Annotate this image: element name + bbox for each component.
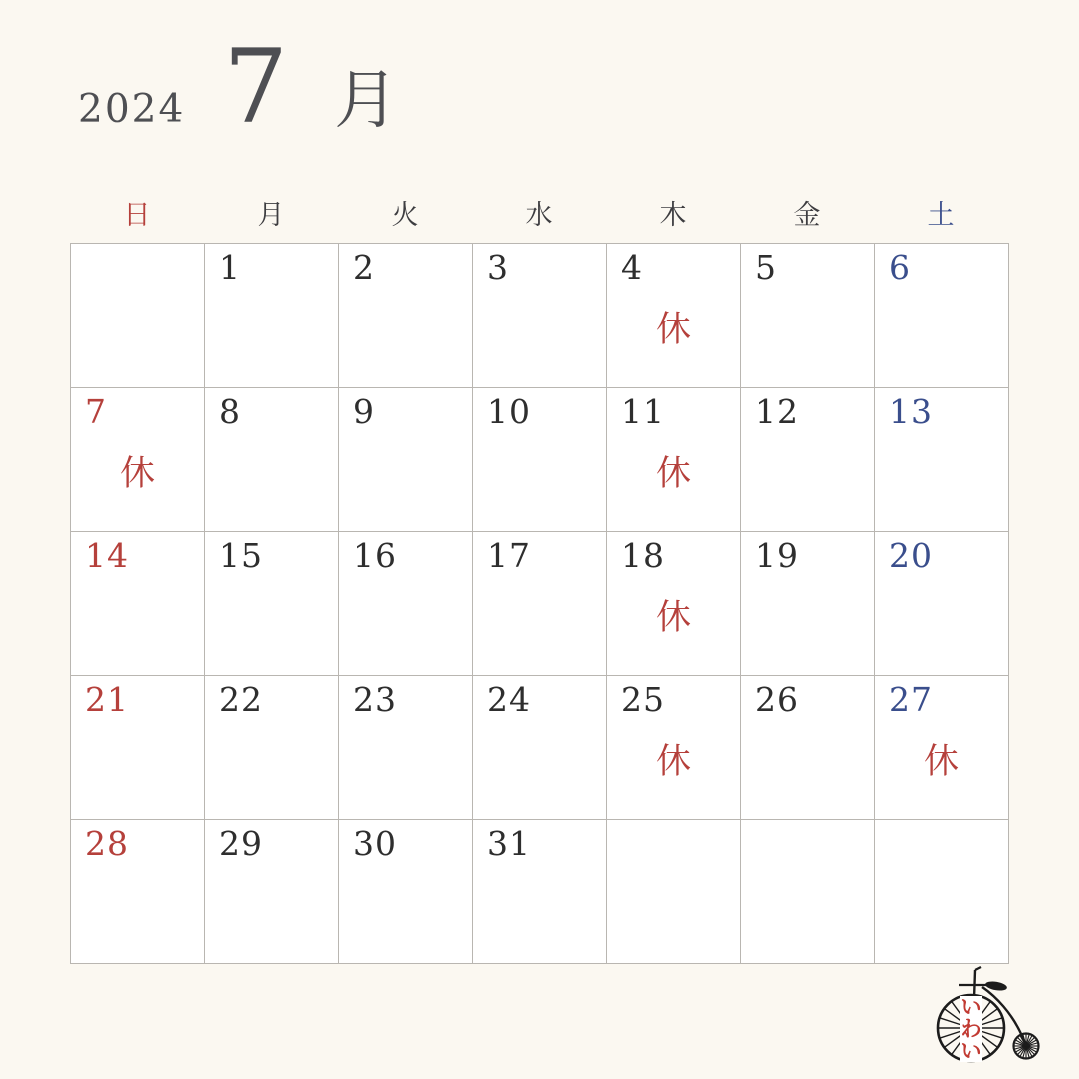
calendar-header — [78, 28, 398, 147]
month-number: 7 — [223, 28, 289, 147]
calendar-cell-empty — [875, 820, 1009, 964]
calendar-cell-day-4 — [607, 244, 741, 388]
calendar-cell-day-1 — [205, 244, 339, 388]
calendar-cell-day-30 — [339, 820, 473, 964]
weekday-label-sunday: 日 — [123, 199, 151, 231]
penny-farthing-bicycle-icon — [926, 960, 1062, 1072]
day-number: 27 — [889, 680, 933, 719]
day-number: 29 — [219, 824, 263, 863]
day-number: 19 — [755, 536, 799, 575]
calendar-cell-day-5 — [741, 244, 875, 388]
calendar-cell-day-16 — [339, 532, 473, 676]
calendar-cell-empty — [607, 820, 741, 964]
calendar-cell-day-27 — [875, 676, 1009, 820]
day-number: 6 — [889, 248, 911, 287]
weekday-row — [70, 190, 1008, 234]
day-number: 3 — [487, 248, 509, 287]
day-number: 14 — [85, 536, 129, 575]
day-number: 21 — [85, 680, 129, 719]
calendar-cell-day-13 — [875, 388, 1009, 532]
weekday-label-weekday-月: 月 — [257, 199, 285, 231]
day-number: 20 — [889, 536, 933, 575]
day-number: 4 — [621, 248, 643, 287]
weekday-label-weekday-金: 金 — [793, 199, 821, 231]
logo-char-2: わ — [960, 1017, 982, 1041]
year-label: 2024 — [78, 87, 186, 132]
day-number: 25 — [621, 680, 665, 719]
calendar-cell-day-11 — [607, 388, 741, 532]
weekday-label-weekday-木: 木 — [659, 199, 687, 231]
calendar-cell-day-24 — [473, 676, 607, 820]
closed-mark: 休 — [923, 742, 959, 782]
shop-logo — [926, 960, 1062, 1072]
day-number: 26 — [755, 680, 799, 719]
calendar-cell-day-3 — [473, 244, 607, 388]
logo-char-1: い — [960, 995, 982, 1019]
calendar-cell-day-21 — [71, 676, 205, 820]
day-number: 11 — [621, 392, 665, 431]
day-number: 10 — [487, 392, 531, 431]
calendar-cell-day-15 — [205, 532, 339, 676]
calendar-cell-day-17 — [473, 532, 607, 676]
day-number: 23 — [353, 680, 397, 719]
handlebar-tip — [975, 967, 981, 970]
calendar-cell-day-18 — [607, 532, 741, 676]
day-number: 1 — [219, 248, 241, 287]
day-number: 31 — [487, 824, 531, 863]
calendar-cell-day-29 — [205, 820, 339, 964]
closed-mark: 休 — [655, 598, 691, 638]
day-number: 15 — [219, 536, 263, 575]
calendar-cell-day-20 — [875, 532, 1009, 676]
calendar-cell-day-14 — [71, 532, 205, 676]
weekday-label-weekday-火: 火 — [391, 199, 419, 231]
calendar-cell-day-23 — [339, 676, 473, 820]
calendar-cell-day-19 — [741, 532, 875, 676]
logo-char-3: い — [960, 1039, 982, 1063]
calendar-cell-day-28 — [71, 820, 205, 964]
calendar-cell-empty — [71, 244, 205, 388]
calendar-cell-day-25 — [607, 676, 741, 820]
day-number: 16 — [353, 536, 397, 575]
closed-mark: 休 — [655, 454, 691, 494]
calendar-cell-day-31 — [473, 820, 607, 964]
weekday-label-saturday: 土 — [927, 199, 955, 231]
closed-mark: 休 — [655, 742, 691, 782]
day-number: 18 — [621, 536, 665, 575]
day-number: 7 — [85, 392, 107, 431]
calendar-cell-day-26 — [741, 676, 875, 820]
closed-mark: 休 — [655, 310, 691, 350]
weekday-label-weekday-水: 水 — [525, 199, 553, 231]
calendar-cell-day-12 — [741, 388, 875, 532]
month-kanji: 月 — [334, 64, 399, 138]
calendar-cell-day-8 — [205, 388, 339, 532]
day-number: 8 — [219, 392, 241, 431]
calendar-cell-day-7 — [71, 388, 205, 532]
day-number: 30 — [353, 824, 397, 863]
calendar-cell-day-22 — [205, 676, 339, 820]
day-number: 22 — [219, 680, 263, 719]
day-number: 28 — [85, 824, 129, 863]
calendar-grid — [70, 243, 1009, 964]
closed-mark: 休 — [119, 454, 155, 494]
calendar-cell-day-9 — [339, 388, 473, 532]
day-number: 17 — [487, 536, 531, 575]
day-number: 9 — [353, 392, 375, 431]
day-number: 12 — [755, 392, 799, 431]
day-number: 13 — [889, 392, 933, 431]
day-number: 2 — [353, 248, 375, 287]
calendar-cell-day-6 — [875, 244, 1009, 388]
calendar-cell-day-2 — [339, 244, 473, 388]
calendar-cell-day-10 — [473, 388, 607, 532]
day-number: 5 — [755, 248, 777, 287]
calendar-cell-empty — [741, 820, 875, 964]
day-number: 24 — [487, 680, 531, 719]
